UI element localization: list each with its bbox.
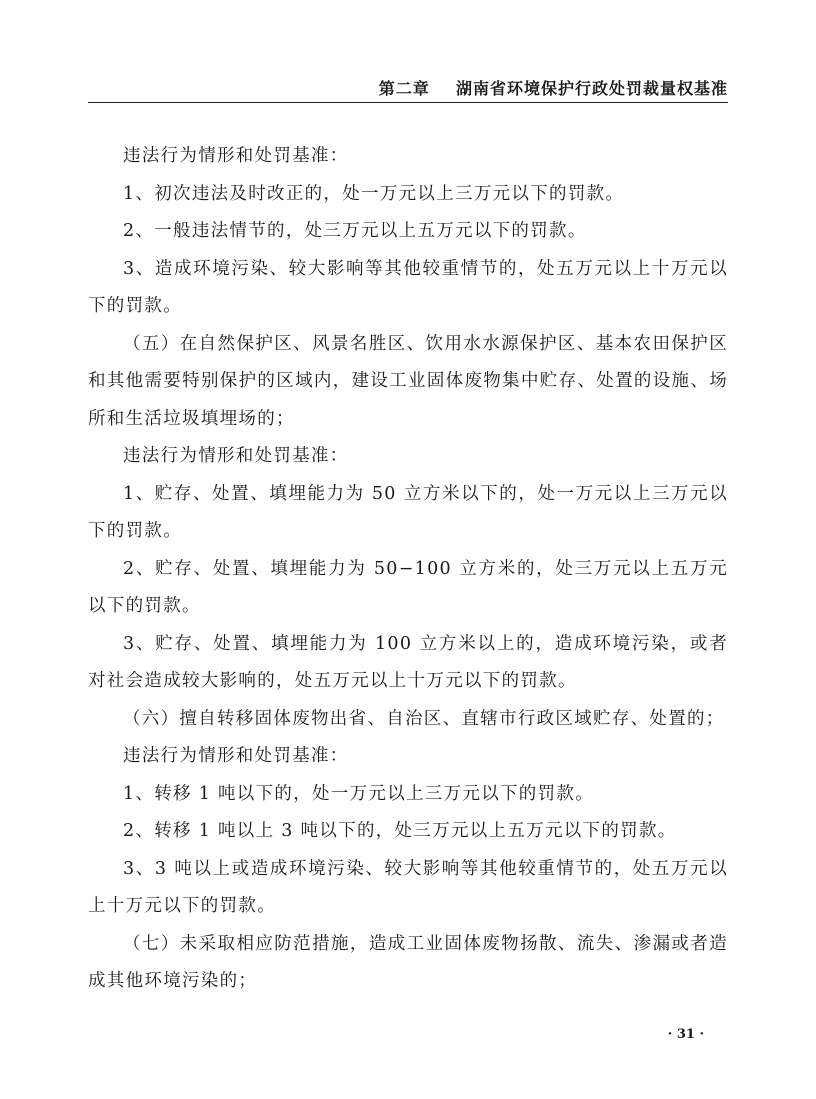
running-header-title: 第二章 湖南省环境保护行政处罚裁量权基准 xyxy=(378,79,728,98)
paragraph: 违法行为情形和处罚基准： xyxy=(123,746,349,766)
paragraph: （六）擅自转移固体废物出省、自治区、直辖市行政区域贮存、处置的； xyxy=(123,708,725,729)
paragraph: 3、贮存、处置、填埋能力为 100 立方米以上的，造成环境污染，或者对社会造成较大影响的，处五万元以上十万元以下的罚款。 xyxy=(88,633,728,691)
paragraph: 3、3 吨以上或造成环境污染、较大影响等其他较重情节的，处五万元以上十万元以下的罚款。 xyxy=(88,858,728,916)
paragraph: 1、贮存、处置、填埋能力为 50 立方米以下的，处一万元以上三万元以下的罚款。 xyxy=(88,483,728,541)
paragraph: 2、转移 1 吨以上 3 吨以下的，处三万元以上五万元以下的罚款。 xyxy=(123,821,677,841)
paragraph: 1、转移 1 吨以下的，处一万元以上三万元以下的罚款。 xyxy=(123,783,594,804)
paragraph: 2、一般违法情节的，处三万元以上五万元以下的罚款。 xyxy=(123,221,587,241)
paragraph: 1、初次违法及时改正的，处一万元以上三万元以下的罚款。 xyxy=(123,183,625,204)
paragraph: 违法行为情形和处罚基准： xyxy=(123,446,349,466)
running-header xyxy=(88,74,728,103)
page-body xyxy=(88,138,728,1001)
page-number: · 31 · xyxy=(667,1027,704,1042)
paragraph: 3、造成环境污染、较大影响等其他较重情节的，处五万元以上十万元以下的罚款。 xyxy=(88,258,728,316)
paragraph: 2、贮存、处置、填埋能力为 50−100 立方米的，处三万元以上五万元以下的罚款。 xyxy=(88,558,728,616)
paragraph: （五）在自然保护区、风景名胜区、饮用水水源保护区、基本农田保护区和其他需要特别保护的区域内，建设工业固体废物集中贮存、处置的设施、场所和生活垃圾填埋场的； xyxy=(88,333,728,429)
paragraph: 违法行为情形和处罚基准： xyxy=(123,146,349,166)
paragraph: （七）未采取相应防范措施，造成工业固体废物扬散、流失、渗漏或者造成其他环境污染的； xyxy=(88,933,728,991)
